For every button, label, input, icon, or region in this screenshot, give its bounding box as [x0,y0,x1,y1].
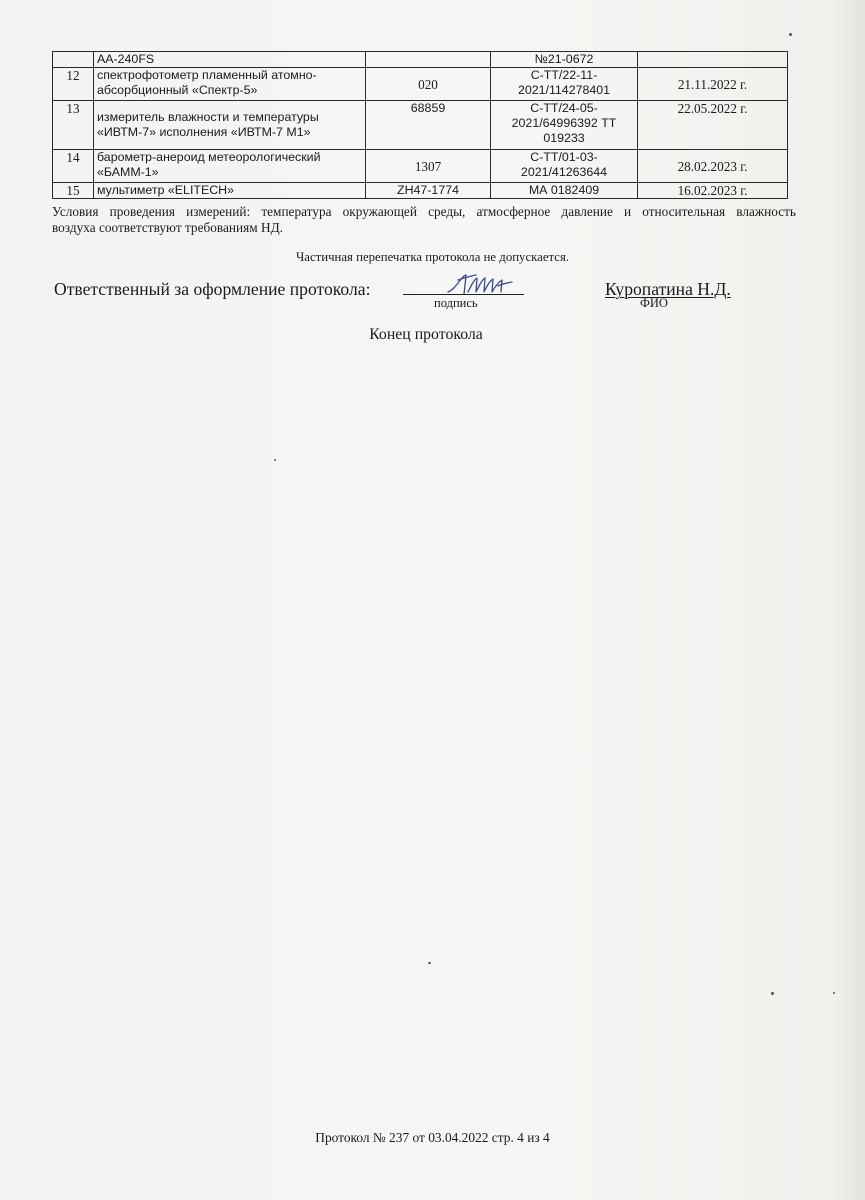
valid-until-cell: 22.05.2022 г. [638,101,788,150]
end-of-protocol: Конец протокола [369,326,483,343]
serial-number-cell: 020 [366,68,491,101]
table-row [53,183,788,199]
conditions-line-1: Условия проведения измерений: температура окружающей среды, атмосферное давление и относительная влажность [52,204,796,219]
certificate-cell: №21-0672 [491,52,638,68]
scan-speck [789,33,792,36]
valid-until-cell: 28.02.2023 г. [638,150,788,183]
serial-number-cell: ZH47-1774 [366,183,491,199]
equipment-name-cell: АА-240FS [94,52,366,68]
scan-speck [274,459,276,461]
equipment-name-cell: спектрофотометр пламенный атомно-абсорбционный «Спектр-5» [94,68,366,101]
name-caption: ФИО [640,296,668,310]
table-row [53,52,788,68]
row-number-cell: 14 [53,150,94,183]
certificate-cell: С-ТТ/24-05-2021/64996392 ТТ 019233 [491,101,638,150]
scan-speck [833,992,835,994]
responsible-name: Куропатина Н.Д. [605,279,731,299]
conditions-line-2: воздуха соответствуют требованиям НД. [52,220,283,235]
valid-until-cell: 21.11.2022 г. [638,68,788,101]
certificate-cell: С-ТТ/01-03-2021/41263644 [491,150,638,183]
table-row [53,68,788,101]
row-number-cell: 12 [53,68,94,101]
certificate-cell: МА 0182409 [491,183,638,199]
row-number-cell: 15 [53,183,94,199]
row-number-cell: 13 [53,101,94,150]
signature-line [403,294,524,295]
certificate-cell: С-ТТ/22-11-2021/114278401 [491,68,638,101]
reprint-note: Частичная перепечатка протокола не допускается. [295,250,570,264]
page-footer: Протокол № 237 от 03.04.2022 стр. 4 из 4 [315,1130,550,1145]
responsible-label: Ответственный за оформление протокола: [54,279,371,299]
serial-number-cell: 1307 [366,150,491,183]
valid-until-cell [638,52,788,68]
table-row [53,150,788,183]
valid-until-cell: 16.02.2023 г. [638,183,788,199]
signature-caption: подпись [434,296,478,310]
serial-number-cell [366,52,491,68]
equipment-name-cell: мультиметр «ELITECH» [94,183,366,199]
equipment-table [52,51,788,199]
row-number-cell [53,52,94,68]
equipment-name-cell: барометр-анероид метеорологический «БАММ-1» [94,150,366,183]
page-edge-shadow [835,0,865,1200]
serial-number-cell: 68859 [366,101,491,150]
table-row [53,101,788,150]
scan-speck [771,992,774,995]
measurement-conditions [52,204,796,236]
equipment-name-cell: измеритель влажности и температуры «ИВТМ-7» исполнения «ИВТМ-7 М1» [94,101,366,150]
scan-speck [428,962,431,964]
